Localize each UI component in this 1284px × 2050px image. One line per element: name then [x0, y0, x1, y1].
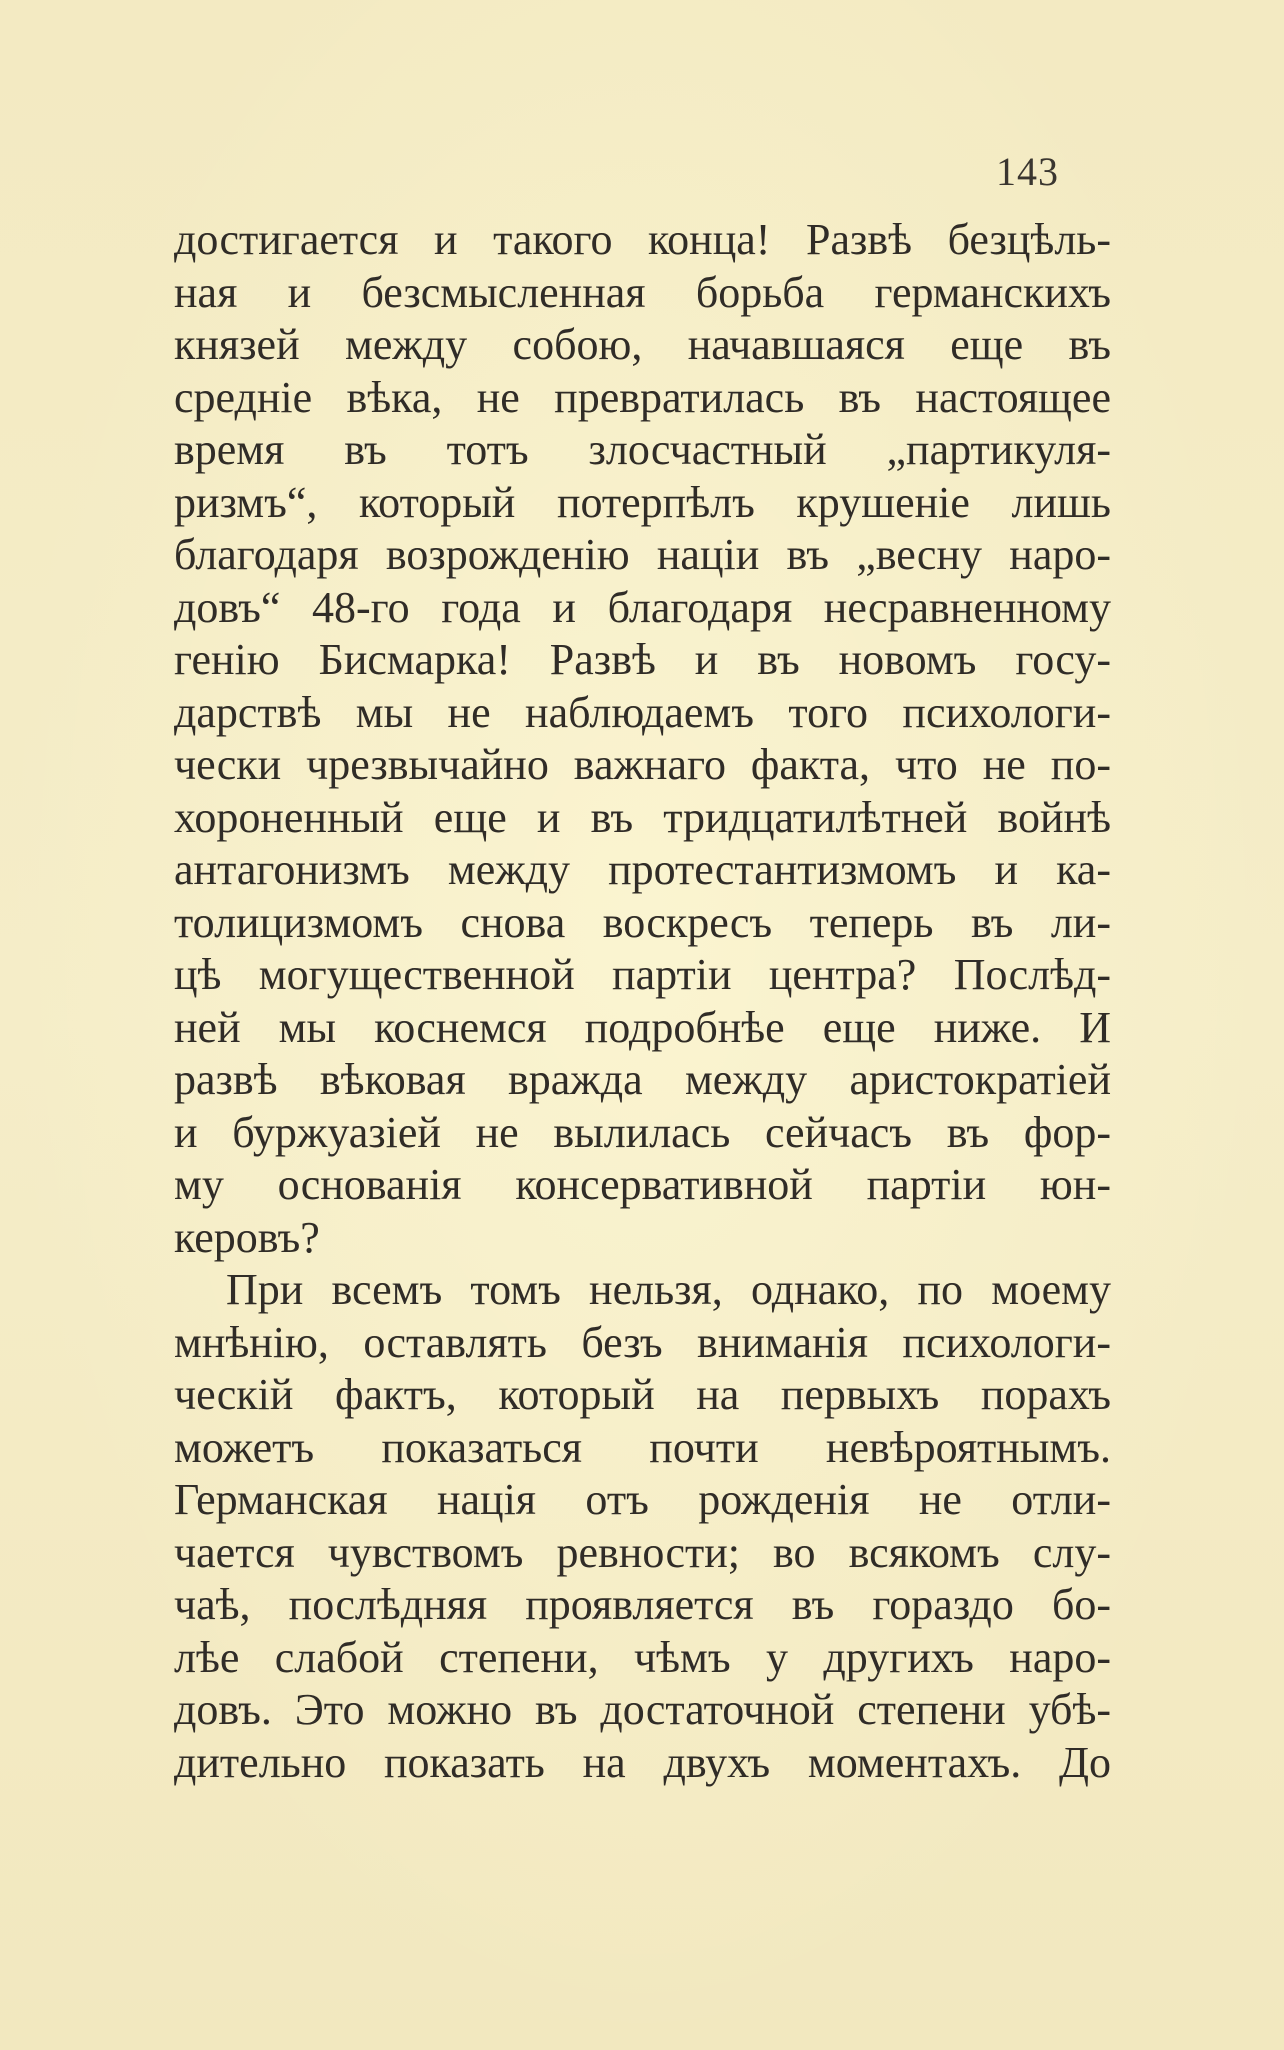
text-line: хороненный еще и въ тридцатилѣтней войнѣ: [174, 792, 1111, 842]
text-line: чески чрезвычайно важнаго факта, что не по-: [174, 740, 1111, 789]
text-line: При всемъ томъ нельзя, однако, по моему: [226, 1265, 1111, 1314]
text-line: чается чувствомъ ревности; во всякомъ слу-: [174, 1527, 1111, 1577]
paragraph: [174, 1264, 1111, 1789]
text-line: и буржуазіей не вылилась сейчасъ въ фор-: [174, 1107, 1111, 1157]
text-line: дарствѣ мы не наблюдаемъ того психологи-: [174, 687, 1111, 737]
text-line: достигается и такого конца! Развѣ безцѣль-: [174, 215, 1111, 264]
text-line: дительно показать на двухъ моментахъ. До: [174, 1737, 1111, 1787]
text-line: ческій фактъ, который на первыхъ порахъ: [174, 1370, 1111, 1419]
body-text: [174, 214, 1111, 1789]
text-line: средніе вѣка, не превратилась въ настоящее: [174, 372, 1111, 422]
text-line: му основанія консервативной партіи юн-: [174, 1160, 1111, 1209]
page-number: 143: [996, 149, 1059, 194]
text-line: благодаря возрожденію націи въ „весну наро-: [174, 530, 1111, 579]
text-line: время въ тотъ злосчастный „партикуля-: [174, 425, 1111, 474]
text-line: князей между собою, начавшаяся еще въ: [174, 320, 1111, 369]
text-line: лѣе слабой степени, чѣмъ у другихъ наро-: [174, 1632, 1111, 1682]
text-line: ная и безсмысленная борьба германскихъ: [174, 267, 1111, 317]
paragraph: [174, 214, 1111, 1264]
text-line: чаѣ, послѣдняя проявляется въ гораздо бо-: [174, 1580, 1111, 1629]
text-line: керовъ?: [174, 1212, 320, 1262]
text-line: генію Бисмарка! Развѣ и въ новомъ госу-: [174, 635, 1111, 684]
text-line: довъ“ 48-го года и благодаря несравненному: [174, 582, 1111, 632]
text-line: толицизмомъ снова воскресъ теперь въ ли-: [174, 897, 1111, 947]
text-line: ризмъ“, который потерпѣлъ крушеніе лишь: [174, 477, 1111, 527]
text-line: антагонизмъ между протестантизмомъ и ка-: [174, 845, 1111, 894]
text-line: Германская нація отъ рожденія не отли-: [174, 1475, 1111, 1524]
text-line: мнѣнію, оставлять безъ вниманія психологи-: [174, 1317, 1111, 1367]
text-line: довъ. Это можно въ достаточной степени убѣ-: [174, 1685, 1111, 1734]
text-line: можетъ показаться почти невѣроятнымъ.: [174, 1422, 1111, 1472]
text-line: развѣ вѣковая вражда между аристократіей: [174, 1055, 1111, 1104]
text-line: ней мы коснемся подробнѣе еще ниже. И: [174, 1002, 1111, 1052]
text-line: цѣ могущественной партіи центра? Послѣд-: [174, 950, 1111, 999]
